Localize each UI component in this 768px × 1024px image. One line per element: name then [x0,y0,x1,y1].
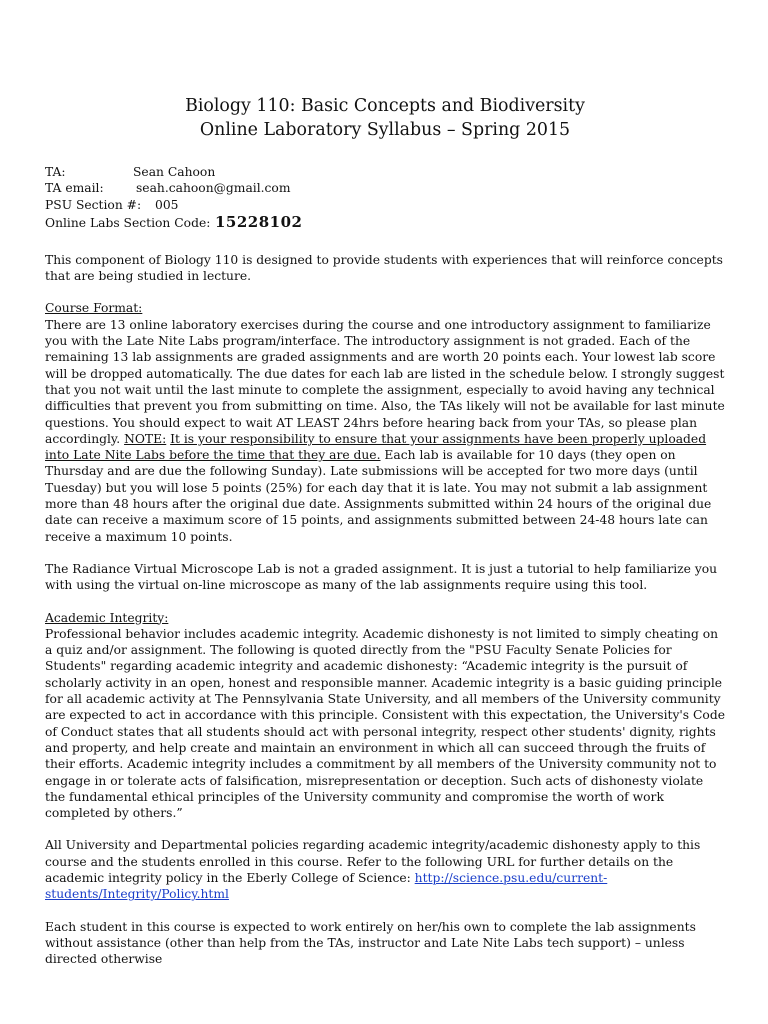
title-line-2: Online Laboratory Syllabus – Spring 2015 [199,120,571,140]
section-code-value: 15228102 [215,212,303,231]
ta-label: TA: [45,165,66,179]
integrity-policy-link[interactable]: http://science.psu.edu/current-students/Integrity/Policy.html [45,870,608,902]
policies-paragraph [45,837,725,902]
course-info [45,164,725,236]
intro-paragraph: This component of Biology 110 is designed to provide students with experiences that will reinforce concepts that are being studied in lecture. [45,252,723,284]
ta-value: Sean Cahoon [133,165,216,179]
ta-row [45,164,725,180]
document-body [45,94,725,967]
ta-email-label: TA email: [45,181,104,196]
course-format-paragraph [45,317,725,545]
course-format-heading: Course Format: [45,301,143,316]
note-label: NOTE: [124,431,167,446]
academic-integrity-heading: Academic Integrity: [45,610,169,625]
section-label: PSU Section #: [45,197,142,212]
section-code-row [45,214,725,236]
policies-text: All University and Departmental policies regarding academic integrity/academic dishonesty apply to this course and the students enrolled in this course. Refer to the following URL for further details on the academic integrity policy in the Eberly College of Science: [45,838,701,885]
note-text: It is your responsibility to ensure that your assignments have been properly uploaded into Late Nite Labs before the time that they are due. [45,431,707,463]
section-value: 005 [155,197,179,212]
radiance-paragraph: The Radiance Virtual Microscope Lab is not a graded assignment. It is just a tutorial to help familiarize you with using the virtual on-line microscope as many of the lab assignments require using this tool. [45,561,718,593]
section-code-label: Online Labs Section Code: [45,215,211,230]
ta-email-value: seah.cahoon@gmail.com [136,181,291,196]
each-student-paragraph: Each student in this course is expected to work entirely on her/his own to complete the lab assignments without assistance (other than help from the TAs, instructor and Late Nite Labs tech support) – unless directed otherwise [45,919,696,967]
title-line-1: Biology 110: Basic Concepts and Biodiversity [185,96,585,116]
course-format-tail: Each lab is available for 10 days (they open on Thursday and are due the following Sunday). Late submissions will be accepted for two more days (until Tuesday) but you will lose 5 points (25%) for each day that it is late. You may not submit a lab assignment more than 48 hours after the original due date. Assignments submitted within 24 hours of the original due date can receive a maximum score of 15 points, and assignments submitted between 24-48 hours late can receive a maximum 10 points. [45,448,712,544]
academic-integrity-paragraph: Professional behavior includes academic integrity. Academic dishonesty is not limited to simply cheating on a quiz and/or assignment. The following is quoted directly from the "PSU Faculty Senate Policies for Students" regarding academic integrity and academic dishonesty: “Academic integrity is the pursuit of scholarly activity in an open, honest and responsible manner. Academic integrity is a basic guiding principle for all academic activity at The Pennsylvania State University, and all members of the University community are expected to act in accordance with this principle. Consistent with this expectation, the University's Code of Conduct states that all students should act with personal integrity, respect other students' dignity, rights and property, and help create and maintain an environment in which all can succeed through the fruits of their efforts. Academic integrity includes a commitment by all members of the University community not to engage in or tolerate acts of falsification, misrepresentation or deception. Such acts of dishonesty violate the fundamental ethical principles of the University community and compromise the worth of work completed by others.” [45,626,725,821]
ta-email-row [45,180,725,196]
section-row [45,197,725,213]
course-format-text: There are 13 online laboratory exercises during the course and one introductory assignment to familiarize you with the Late Nite Labs program/interface. The introductory assignment is not graded. Each of the remaining 13 lab assignments are graded assignments and are worth 20 points each. Your lowest lab score will be dropped automatically. The due dates for each lab are listed in the schedule below. I strongly suggest that you not wait until the last minute to complete the assignment, especially to avoid having any technical difficulties that prevent you from submitting on time. Also, the TAs likely will not be available for last minute questions. You should expect to wait AT LEAST 24hrs before hearing back from your TAs, so please plan accordingly. [45,317,725,446]
